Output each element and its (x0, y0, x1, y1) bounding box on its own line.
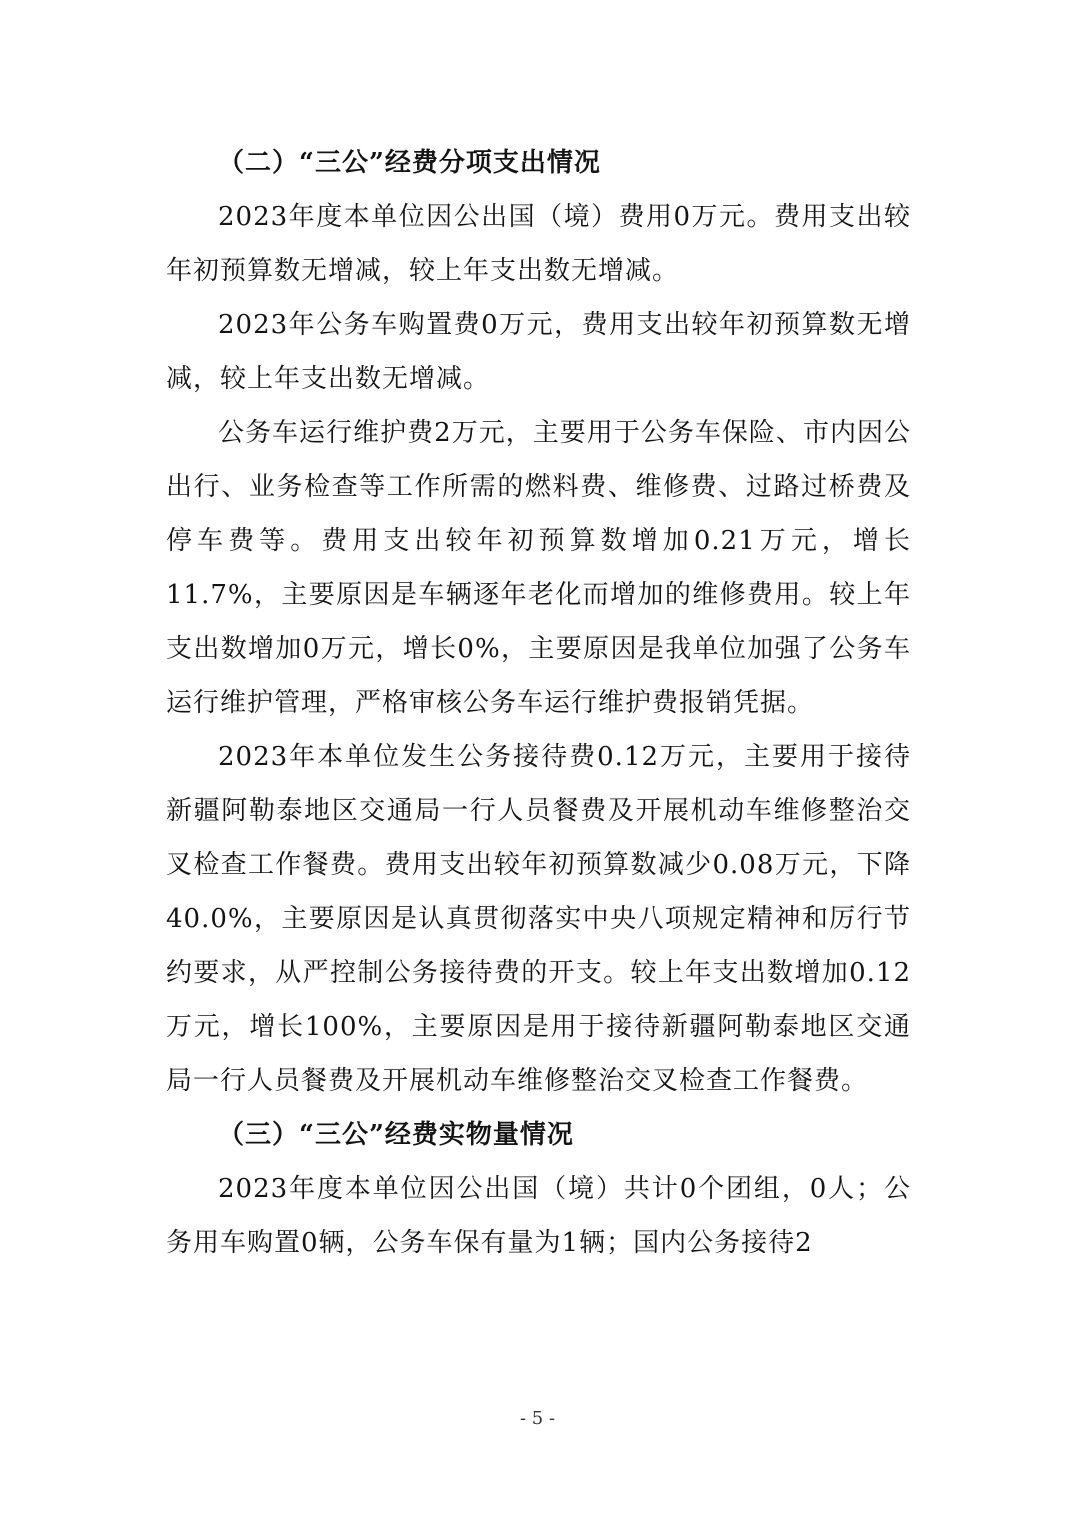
section-heading-2: （二）“三公”经费分项支出情况 (218, 148, 601, 178)
paragraph-vehicle-purchase: 2023年公务车购置费0万元，费用支出较年初预算数无增减，较上年支出数无增减。 (166, 310, 911, 394)
paragraph-reception-expense: 2023年本单位发生公务接待费0.12万元，主要用于接待新疆阿勒泰地区交通局一行人员餐费及开展机动车维修整治交叉检查工作餐费。费用支出较年初预算数减少0.08万元，下降40.0%，主要原因是认真贯彻落实中央八项规定精神和厉行节约要求，从严控制公务接待费的开支。较上年支出数增加0.12万元，增长100%，主要原因是用于接待新疆阿勒泰地区交通局一行人员餐费及开展机动车维修整治交叉检查工作餐费。 (166, 742, 911, 1096)
paragraph-overseas-expense: 2023年度本单位因公出国（境）费用0万元。费用支出较年初预算数无增减，较上年支出数无增减。 (166, 202, 911, 286)
section-heading-3: （三）“三公”经费实物量情况 (218, 1120, 574, 1150)
paragraph-vehicle-maintenance: 公务车运行维护费2万元，主要用于公务车保险、市内因公出行、业务检查等工作所需的燃料费、维修费、过路过桥费及停车费等。费用支出较年初预算数增加0.21万元，增长11.7%，主要原因是车辆逐年老化而增加的维修费用。较上年支出数增加0万元，增长0%，主要原因是我单位加强了公务车运行维护管理，严格审核公务车运行维护费报销凭据。 (166, 418, 911, 718)
document-body (166, 136, 911, 1270)
paragraph-physical-quantity: 2023年度本单位因公出国（境）共计0个团组，0人；公务用车购置0辆，公务车保有量为1辆；国内公务接待2 (166, 1174, 911, 1258)
page-number: - 5 - (519, 1408, 556, 1429)
